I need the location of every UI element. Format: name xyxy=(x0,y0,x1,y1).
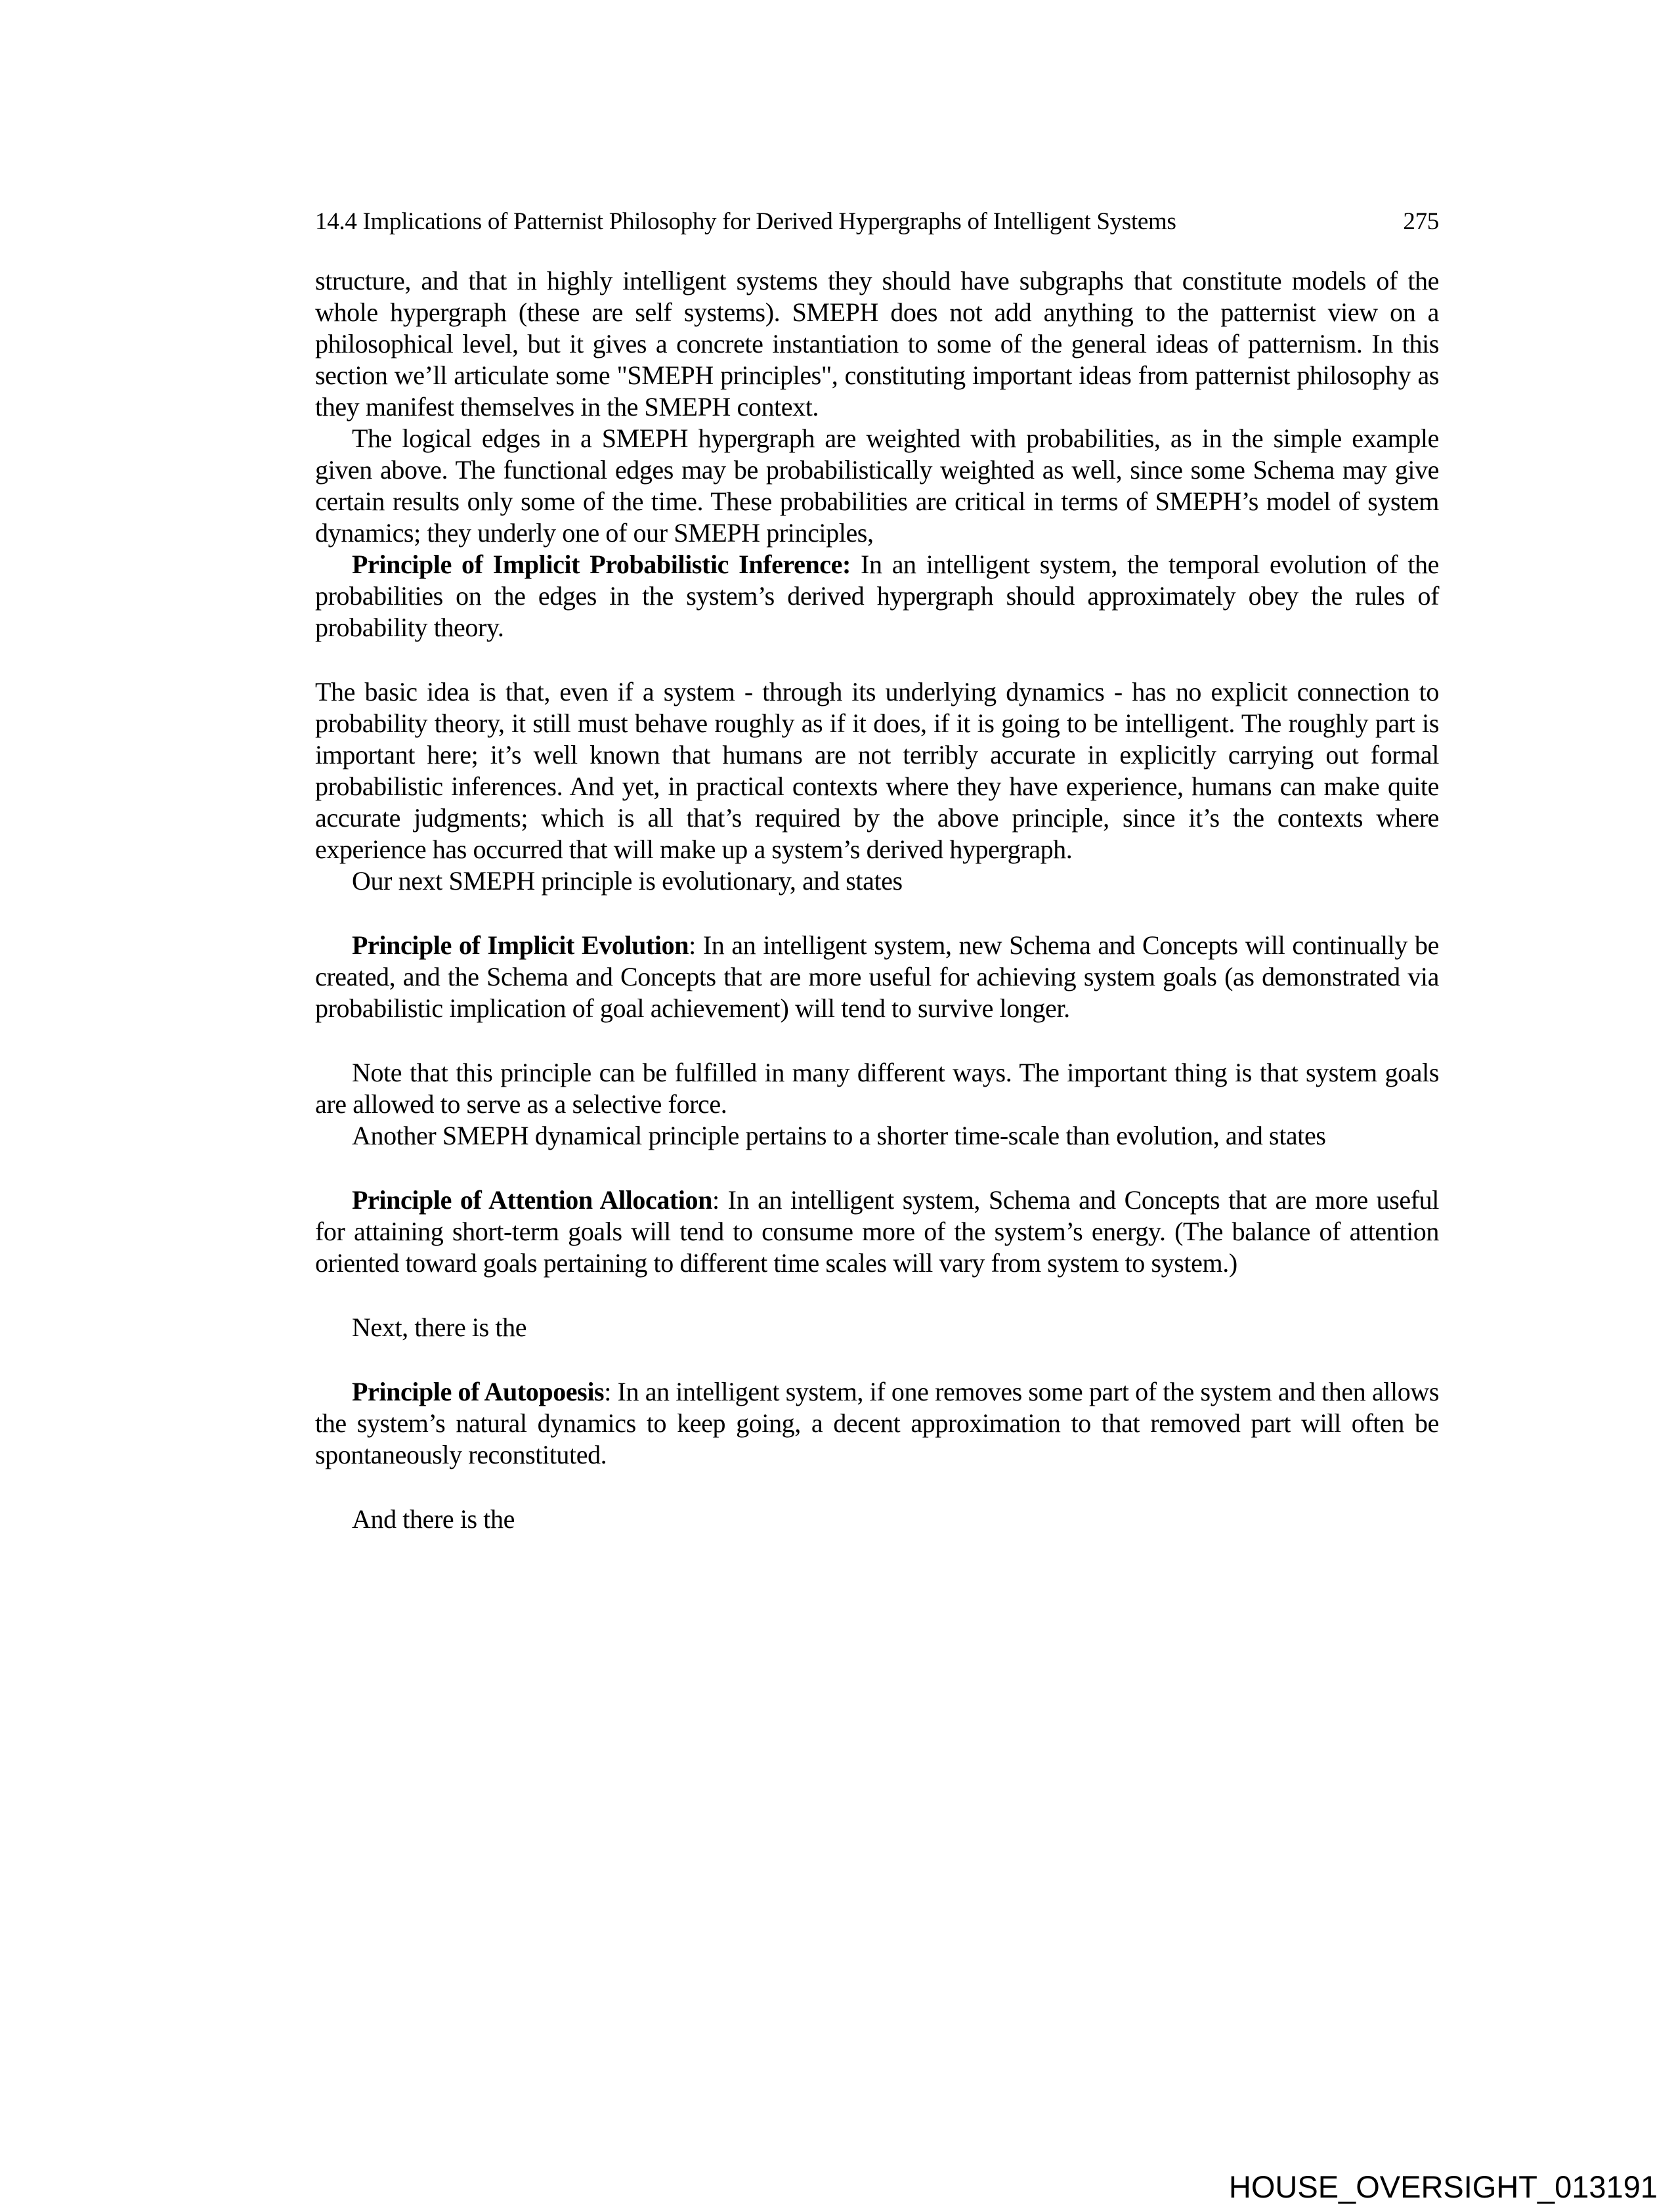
body-paragraph: Our next SMEPH principle is evolutionary, and states xyxy=(352,866,903,896)
principle-title: Principle of Implicit Probabilistic Inference: xyxy=(352,550,851,579)
principle-paragraph: Principle of Attention Allocation: In an intelligent system, Schema and Concepts that are more useful for attaining short-term goals will tend to consume more of the system’s energy. (The balance of attention oriented toward goals pertaining to different time scales will vary from system to system.) xyxy=(315,1185,1439,1278)
page-body xyxy=(315,265,1439,1535)
body-paragraph: Another SMEPH dynamical principle pertains to a shorter time-scale than evolution, and states xyxy=(352,1121,1326,1150)
body-paragraph: And there is the xyxy=(352,1504,515,1534)
body-paragraph: The basic idea is that, even if a system - through its underlying dynamics - has no explicit connection to probability theory, it still must behave roughly as if it does, if it is going to be intelligent. The roughly part is important here; it’s well known that humans are not terribly accurate in explicitly carrying out formal probabilistic inferences. And yet, in practical contexts where they have experience, humans can make quite accurate judgments; which is all that’s required by the above principle, since it’s the contexts where experience has occurred that will make up a system’s derived hypergraph. xyxy=(315,677,1439,864)
principle-paragraph: Principle of Autopoesis: In an intelligent system, if one removes some part of the system and then allows the system’s natural dynamics to keep going, a decent approximation to that removed part will often be spontaneously reconstituted. xyxy=(315,1377,1439,1469)
principle-paragraph: Principle of Implicit Evolution: In an intelligent system, new Schema and Concepts will continually be created, and the Schema and Concepts that are more useful for achieving system goals (as demonstrated via probabilistic implication of goal achievement) will tend to survive longer. xyxy=(315,930,1439,1023)
bates-stamp: HOUSE_OVERSIGHT_013191 xyxy=(1228,2169,1658,2204)
body-paragraph: structure, and that in highly intelligent systems they should have subgraphs that constitute models of the whole hypergraph (these are self systems). SMEPH does not add anything to the patternist view on a philosophical level, but it gives a concrete instantiation to some of the general ideas of patternism. In this section we’ll articulate some "SMEPH principles", constituting important ideas from patternist philosophy as they manifest themselves in the SMEPH context. xyxy=(315,266,1439,422)
page-number: 275 xyxy=(1403,208,1439,235)
running-head-section-title: 14.4 Implications of Patternist Philosophy for Derived Hypergraphs of Intelligent Systems xyxy=(315,208,1176,235)
running-head xyxy=(315,207,1439,236)
body-paragraph: Note that this principle can be fulfilled in many different ways. The important thing is that system goals are allowed to serve as a selective force. xyxy=(315,1058,1439,1119)
principle-paragraph: Principle of Implicit Probabilistic Inference: In an intelligent system, the temporal evolution of the probabilities on the edges in the system’s derived hypergraph should approximately obey the rules of probability theory. xyxy=(315,550,1439,642)
body-paragraph: Next, there is the xyxy=(352,1312,527,1342)
principle-title: Principle of Attention Allocation xyxy=(352,1185,712,1215)
body-paragraph: The logical edges in a SMEPH hypergraph are weighted with probabilities, as in the simple example given above. The functional edges may be probabilistically weighted as well, since some Schema may give certain results only some of the time. These probabilities are critical in terms of SMEPH’s model of system dynamics; they underly one of our SMEPH principles, xyxy=(315,423,1439,548)
principle-title: Principle of Autopoesis xyxy=(352,1377,605,1406)
principle-title: Principle of Implicit Evolution xyxy=(352,930,689,960)
